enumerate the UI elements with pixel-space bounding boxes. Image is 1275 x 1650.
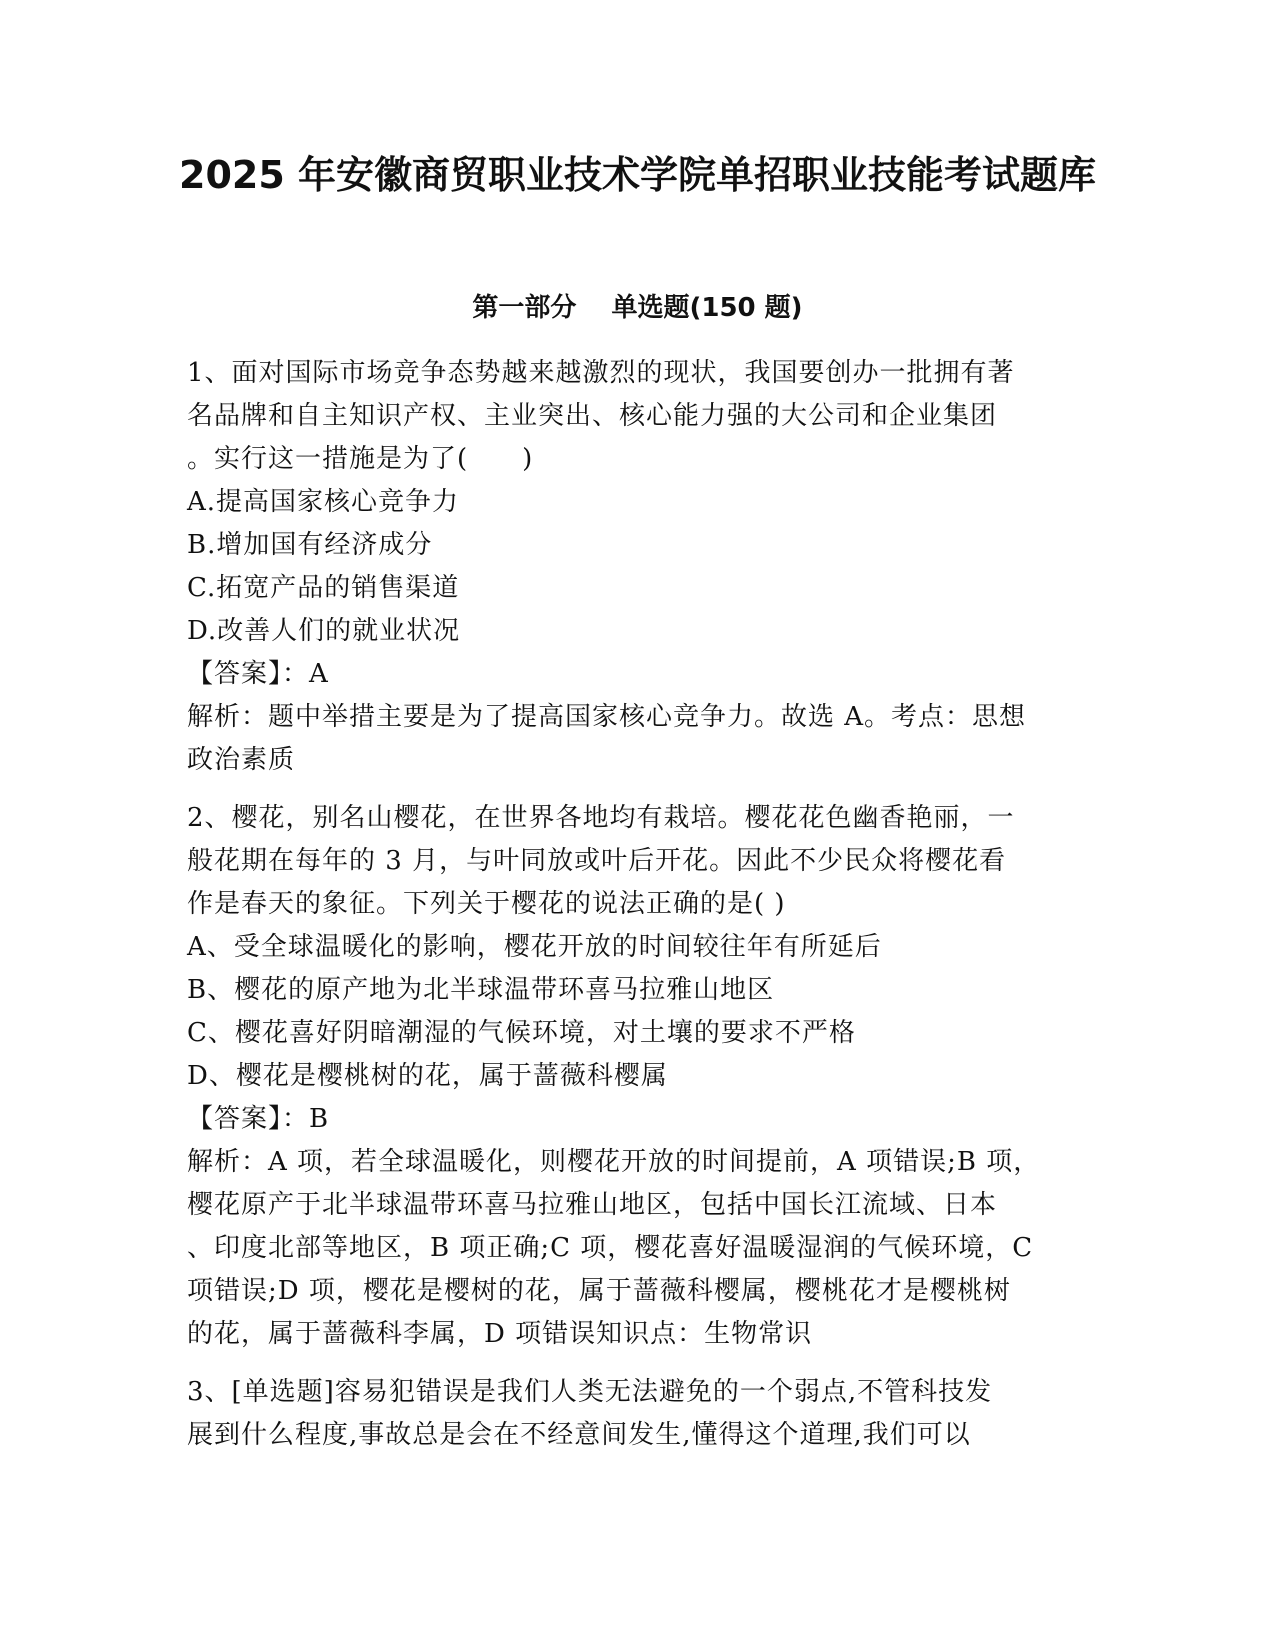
question-list <box>187 352 1087 1472</box>
document-title: 2025 年安徽商贸职业技术学院单招职业技能考试题库 <box>179 153 1096 197</box>
question-stem-line: 1、面对国际市场竞争态势越来越激烈的现状，我国要创办一批拥有著 <box>187 358 1015 388</box>
explanation-line: 项错误;D 项，樱花是樱树的花，属于蔷薇科樱属，樱桃花才是樱桃树 <box>187 1276 1011 1306</box>
option-c: C、樱花喜好阴暗潮湿的气候环境，对土壤的要求不严格 <box>187 1018 856 1048</box>
option-c: C.拓宽产品的销售渠道 <box>187 573 460 603</box>
question-item <box>187 352 1087 782</box>
option-b: B、樱花的原产地为北半球温带环喜马拉雅山地区 <box>187 975 775 1005</box>
question-stem-line: 展到什么程度,事故总是会在不经意间发生,懂得这个道理,我们可以 <box>187 1420 971 1450</box>
question-stem-line: 2、樱花，别名山樱花，在世界各地均有栽培。樱花花色幽香艳丽，一 <box>187 803 1015 833</box>
option-b: B.增加国有经济成分 <box>187 530 433 560</box>
option-a: A、受全球温暖化的影响，樱花开放的时间较往年有所延后 <box>187 932 882 962</box>
answer-line: 【答案】：B <box>187 1104 330 1134</box>
explanation-line: 樱花原产于北半球温带环喜马拉雅山地区，包括中国长江流域、日本 <box>187 1190 998 1220</box>
question-stem-line: 3、[单选题]容易犯错误是我们人类无法避免的一个弱点,不管科技发 <box>187 1377 993 1407</box>
section-heading: 第一部分 单选题(150 题) <box>472 293 803 323</box>
question-stem-line: 作是春天的象征。下列关于樱花的说法正确的是( ) <box>187 889 786 919</box>
option-d: D.改善人们的就业状况 <box>187 616 461 646</box>
explanation-line: 、印度北部等地区，B 项正确;C 项，樱花喜好温暖湿润的气候环境，C <box>187 1233 1034 1263</box>
question-item <box>187 1371 1087 1457</box>
question-item <box>187 797 1087 1356</box>
question-stem-line: 名品牌和自主知识产权、主业突出、核心能力强的大公司和企业集团 <box>187 401 998 431</box>
explanation-line: 解析：题中举措主要是为了提高国家核心竞争力。故选 A。考点：思想 <box>187 702 1027 732</box>
option-d: D、樱花是樱桃树的花，属于蔷薇科樱属 <box>187 1061 668 1091</box>
answer-line: 【答案】：A <box>187 659 329 689</box>
question-stem-line: 般花期在每年的 3 月，与叶同放或叶后开花。因此不少民众将樱花看 <box>187 846 1007 876</box>
explanation-line: 政治素质 <box>187 745 296 775</box>
explanation-line: 的花，属于蔷薇科李属，D 项错误知识点：生物常识 <box>187 1319 813 1349</box>
option-a: A.提高国家核心竞争力 <box>187 487 460 517</box>
question-stem-line: 。实行这一措施是为了( ) <box>187 444 534 474</box>
explanation-line: 解析：A 项，若全球温暖化，则樱花开放的时间提前，A 项错误;B 项， <box>187 1147 1041 1177</box>
